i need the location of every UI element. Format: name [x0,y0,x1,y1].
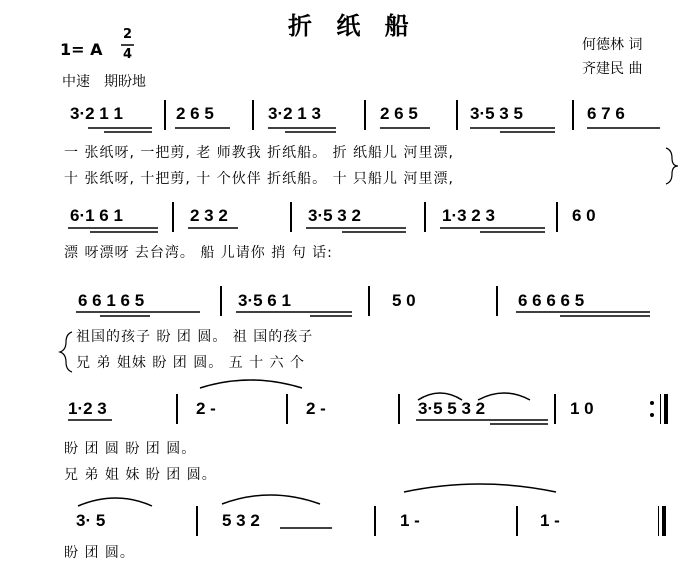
measure-17: 2 - [196,399,216,418]
composer-credit: 齐建民 曲 [582,61,643,77]
lyric-line: 盼 团 圆。 [64,545,135,561]
measure-5: 3·5 3 5 [470,104,523,123]
barline [196,506,198,536]
lyric-verse-1: 盼 团 圆 盼 团 圆。 [64,441,197,457]
barline [424,202,426,232]
measure-16: 1·2 3 [68,399,107,418]
measure-23: 1 - [400,511,420,530]
measure-9: 3·5 3 2 [308,206,361,225]
barline [496,286,498,316]
measure-11: 6 0 [572,206,596,225]
measure-1: 3·2 1 1 [70,104,123,123]
lyric-line: 漂 呀漂呀 去台湾。 船 儿请你 捎 句 话: [64,245,333,261]
lyric-verse-1: 祖国的孩子 盼 团 圆。 祖 国的孩子 [76,329,314,345]
lyric-verse-1: 一 张纸呀, 一把剪, 老 师教我 折纸船。 折 纸船儿 河里漂, [64,145,454,161]
measure-15: 6 6 6 6 5 [518,291,585,310]
time-signature-bottom: 4 [123,47,133,62]
underlines-row-2 [68,228,545,232]
measure-8: 2 3 2 [190,206,228,225]
measure-18: 2 - [306,399,326,418]
lyric-verse-2: 兄 弟 姐妹 盼 团 圆。 五 十 六 个 [76,355,306,371]
barline [556,202,558,232]
barline [456,100,458,130]
barline [252,100,254,130]
song-title: 折 纸 船 [288,12,417,40]
barline [220,286,222,316]
final-barline-thin [658,506,659,536]
underlines-row-3 [76,312,650,316]
barline [398,394,400,424]
barline [364,100,366,130]
measure-2: 2 6 5 [176,104,214,123]
lyric-verse-2: 十 张纸呀, 十把剪, 十 个伙伴 折纸船。 十 只船儿 河里漂, [64,171,454,187]
lyricist-credit: 何德林 词 [582,37,643,53]
measure-3: 3·2 1 3 [268,104,321,123]
barline [516,506,518,536]
measure-13: 3·5 6 1 [238,291,291,310]
measure-24: 1 - [540,511,560,530]
measure-20: 1 0 [570,399,594,418]
barline [368,286,370,316]
measure-21: 3· 5 [76,511,106,530]
barline [164,100,166,130]
tempo-marking: 中速 期盼地 [62,74,146,90]
final-barline-thick [662,506,666,536]
measure-10: 1·3 2 3 [442,206,495,225]
barline [554,394,556,424]
underlines-row-1 [88,128,660,132]
time-signature-top: 2 [123,27,133,42]
repeat-barline-thick [664,394,668,424]
barline [374,506,376,536]
key-signature: 1= A [60,40,103,59]
underlines-row-4 [68,420,548,424]
barline [290,202,292,232]
measure-4: 2 6 5 [380,104,418,123]
lyric-verse-2: 兄 弟 姐 妹 盼 团 圆。 [64,467,217,483]
measure-19: 3·5 5 3 2 [418,399,486,418]
measure-7: 6·1 6 1 [70,206,123,225]
barline [176,394,178,424]
barline [572,100,574,130]
measure-22: 5 3 2 [222,511,260,530]
measure-6: 6 7 6 [587,104,625,123]
repeat-barline-thin [660,394,661,424]
measure-14: 5 0 [392,291,416,310]
measure-12: 6 6 1 6 5 [78,291,145,310]
barline [286,394,288,424]
barline [172,202,174,232]
